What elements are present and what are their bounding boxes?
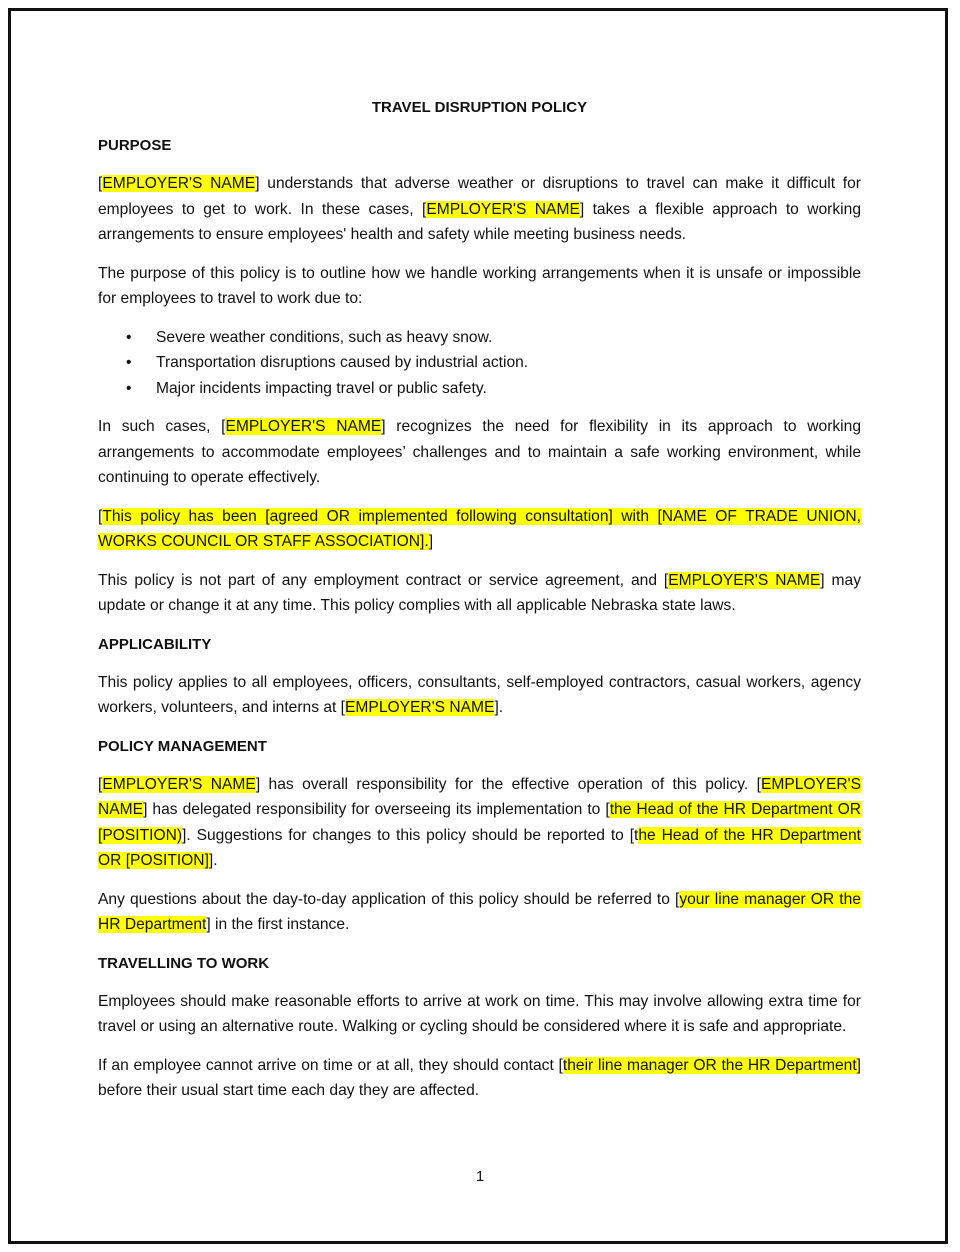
text-run: ] recognizes the need for flexibility in its approach to working arrangements to accommodate employees’ challenges and to maintain a safe working environment, while continuing to operate effectively. [98, 418, 861, 486]
placeholder-highlight: EMPLOYER'S NAME [102, 775, 256, 793]
placeholder-highlight: EMPLOYER'S NAME [345, 699, 495, 716]
purpose-paragraph-4 [98, 504, 861, 555]
text-run: [ [98, 775, 103, 793]
list-item [98, 350, 861, 376]
purpose-paragraph-3 [98, 414, 861, 491]
text-run: ]. [494, 699, 504, 716]
placeholder-highlight: EMPLOYER'S NAME [98, 775, 862, 818]
purpose-paragraph-2: The purpose of this policy is to outline how we handle working arrangements when it is unsafe or impossible for employees to travel to work due to: [98, 264, 861, 307]
bullet-icon: • [126, 379, 132, 397]
placeholder-highlight: the Head of the HR Department OR [POSITION) [98, 801, 861, 844]
text-run: ] has overall responsibility for the effective operation of this policy. [ [255, 775, 761, 793]
text-run: ]. [208, 852, 218, 869]
disruption-causes-list [98, 325, 861, 402]
text-run: ] before their usual start time each day they are affected. [98, 1056, 861, 1099]
text-run: ] has delegated responsibility for overseeing its implementation to [ [143, 801, 610, 818]
policy-management-paragraph-1 [98, 772, 861, 874]
purpose-paragraph-5 [98, 568, 861, 619]
text-run: This policy applies to all employees, officers, consultants, self-employed contractors, casual workers, agency workers, volunteers, and interns at [ [98, 673, 861, 716]
list-item-text: Severe weather conditions, such as heavy snow. [156, 328, 493, 346]
list-item-text: Transportation disruptions caused by industrial action. [156, 354, 529, 371]
placeholder-highlight: This policy has been [agreed OR implemented following consultation] with [NAME OF TRADE UNION, WORKS COUNCIL OR STAFF ASSOCIATION]. [98, 507, 861, 550]
text-run: [ [98, 507, 103, 525]
policy-management-paragraph-2 [98, 887, 861, 938]
list-item-text: Major incidents impacting travel or public safety. [156, 379, 487, 397]
text-run: Any questions about the day-to-day application of this policy should be referred to [ [98, 890, 680, 908]
travelling-paragraph-1: Employees should make reasonable efforts to arrive at work on time. This may involve allowing extra time for travel or using an alternative route. Walking or cycling should be considered where it is safe and appropriate. [98, 992, 861, 1035]
document-body [98, 95, 861, 1117]
list-item [98, 325, 861, 351]
purpose-paragraph-1 [98, 171, 861, 248]
text-run: ] may update or change it at any time. This policy complies with all applicable Nebraska state laws. [98, 571, 862, 614]
placeholder-highlight: EMPLOYER'S NAME [102, 175, 256, 192]
placeholder-highlight: EMPLOYER'S NAME [225, 418, 382, 435]
document-title: TRAVEL DISRUPTION POLICY [371, 99, 588, 116]
text-run: ] in the first instance. [206, 916, 350, 933]
section-heading-purpose: PURPOSE [98, 137, 172, 154]
travelling-paragraph-2 [98, 1053, 861, 1104]
section-heading-policy-management: POLICY MANAGEMENT [98, 737, 267, 755]
applicability-paragraph-1 [98, 670, 861, 721]
text-run: ] understands that adverse weather or disruptions to travel can make it difficult for employees to get to work. In these cases, [ [98, 175, 862, 218]
list-item [98, 376, 861, 402]
section-heading-applicability: APPLICABILITY [98, 635, 212, 653]
placeholder-highlight: your line manager OR the HR Department [98, 890, 861, 933]
text-run: ] takes a flexible approach to working arrangements to ensure employees' health and safety while meeting business needs. [98, 200, 861, 243]
section-heading-travelling-to-work: TRAVELLING TO WORK [98, 954, 270, 972]
page-number: 1 [475, 1168, 485, 1185]
placeholder-highlight: EMPLOYER'S NAME [668, 571, 821, 589]
text-run: [ [98, 175, 103, 192]
bullet-icon: • [126, 328, 132, 346]
placeholder-highlight: he Head of the HR Department OR [POSITION] [98, 826, 861, 869]
text-run: If an employee cannot arrive on time or at all, they should contact [ [98, 1056, 563, 1074]
placeholder-highlight: EMPLOYER'S NAME [426, 200, 580, 218]
text-run: In such cases, [ [98, 418, 226, 435]
text-run: This policy is not part of any employment contract or service agreement, and [ [98, 571, 669, 589]
placeholder-highlight: their line manager OR the HR Department [562, 1056, 857, 1074]
text-run: ] [428, 533, 434, 550]
text-run: ]. Suggestions for changes to this policy should be reported to [t [182, 826, 639, 844]
bullet-icon: • [126, 354, 132, 371]
